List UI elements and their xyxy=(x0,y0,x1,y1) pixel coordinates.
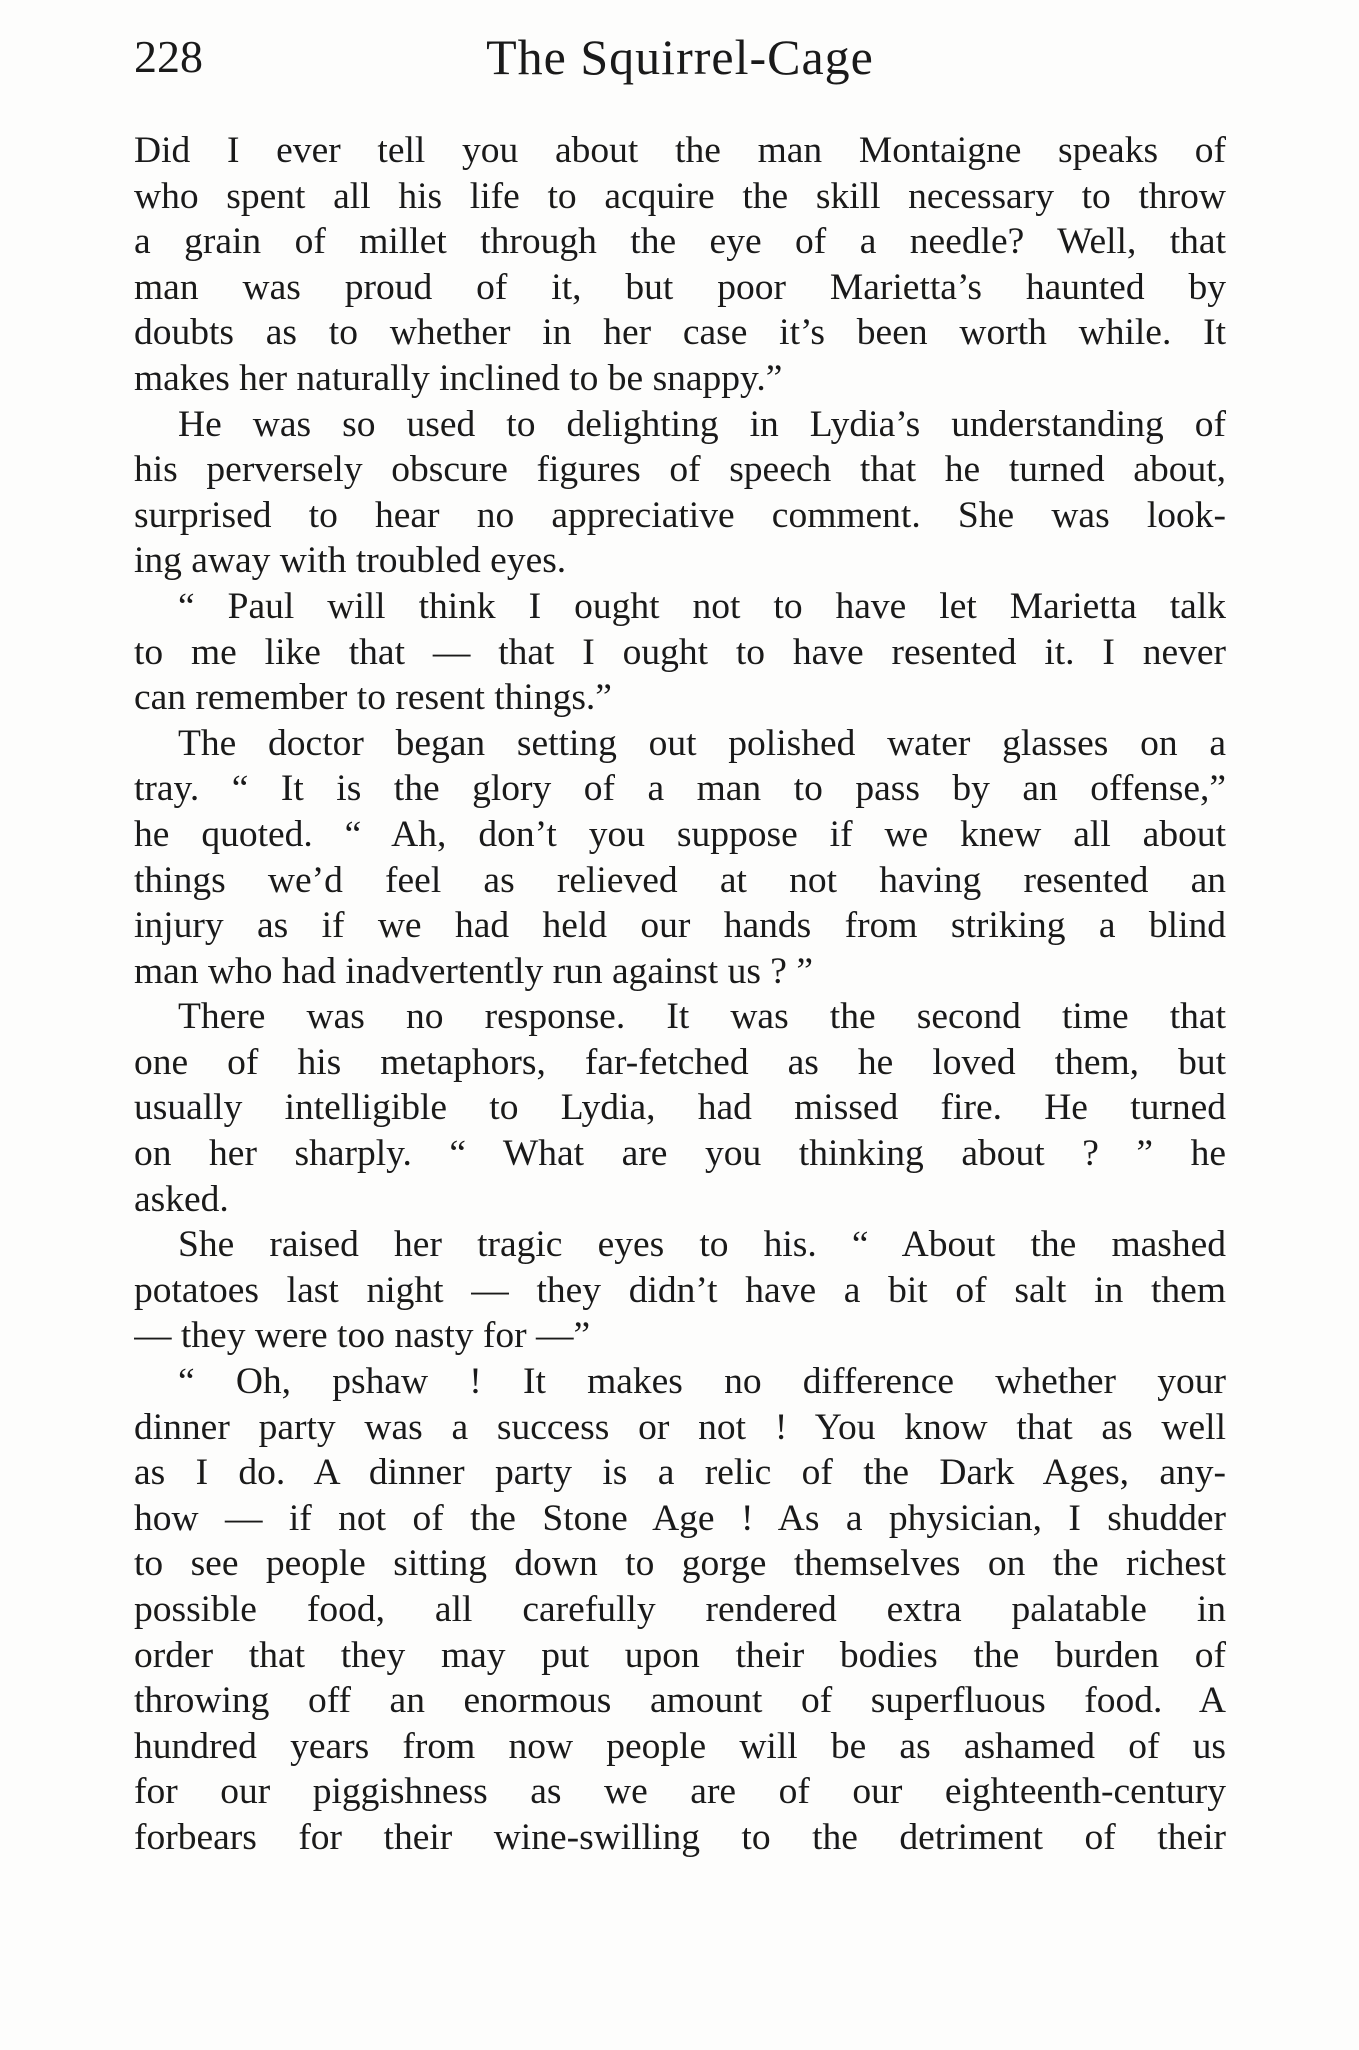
text-line: He was so used to delighting in Lydia’s understanding of xyxy=(178,403,1226,445)
text-line: surprised to hear no appreciative comment. She was look- xyxy=(134,494,1226,536)
text-line: how — if not of the Stone Age ! As a physician, I shudder xyxy=(134,1497,1226,1539)
text-line: to me like that — that I ought to have resented it. I never xyxy=(134,631,1226,673)
text-line: one of his metaphors, far-fetched as he loved them, but xyxy=(134,1041,1226,1083)
text-line: man who had inadvertently run against us ? ” xyxy=(134,950,813,992)
page-number: 228 xyxy=(134,31,203,82)
text-line: She raised her tragic eyes to his. “ About the mashed xyxy=(178,1224,1226,1266)
text-line: “ Paul will think I ought not to have let Marietta talk xyxy=(178,585,1226,627)
text-line: as I do. A dinner party is a relic of the Dark Ages, any- xyxy=(134,1452,1226,1494)
text-line: The doctor began setting out polished water glasses on a xyxy=(178,722,1226,764)
paragraph xyxy=(134,1222,1226,1359)
text-line: asked. xyxy=(134,1178,229,1220)
text-line: There was no response. It was the second time that xyxy=(178,996,1226,1038)
text-line: ing away with troubled eyes. xyxy=(134,540,567,582)
text-line: to see people sitting down to gorge themselves on the richest xyxy=(134,1543,1226,1585)
text-line: makes her naturally inclined to be snappy.” xyxy=(134,357,783,399)
text-line: for our piggishness as we are of our eighteenth-century xyxy=(134,1771,1226,1813)
text-line: injury as if we had held our hands from striking a blind xyxy=(134,905,1226,947)
running-title: The Squirrel-Cage xyxy=(486,29,874,85)
text-line: forbears for their wine-swilling to the detriment of their xyxy=(134,1816,1226,1858)
text-line: dinner party was a success or not ! You know that as well xyxy=(134,1406,1226,1448)
text-line: he quoted. “ Ah, don’t you suppose if we knew all about xyxy=(134,813,1226,855)
text-line: possible food, all carefully rendered extra palatable in xyxy=(134,1589,1226,1630)
text-line: — they were too nasty for —” xyxy=(134,1315,591,1357)
text-line: doubts as to whether in her case it’s been worth while. It xyxy=(134,312,1226,354)
paragraph xyxy=(134,128,1226,402)
text-line: hundred years from now people will be as ashamed of us xyxy=(134,1725,1226,1767)
text-line: tray. “ It is the glory of a man to pass by an offense,” xyxy=(134,768,1226,810)
text-line: potatoes last night — they didn’t have a bit of salt in them xyxy=(134,1269,1226,1311)
text-line: order that they may put upon their bodies the burden of xyxy=(134,1634,1226,1676)
text-line: can remember to resent things.” xyxy=(134,677,612,719)
text-line: a grain of millet through the eye of a needle? Well, that xyxy=(134,221,1226,263)
text-line: Did I ever tell you about the man Montaigne speaks of xyxy=(134,130,1226,171)
text-line: who spent all his life to acquire the skill necessary to throw xyxy=(134,175,1226,217)
text-line: things we’d feel as relieved at not having resented an xyxy=(134,859,1226,901)
page-header xyxy=(134,22,1226,92)
body-text xyxy=(134,128,1226,1861)
paragraph xyxy=(134,721,1226,995)
text-line: his perversely obscure figures of speech that he turned about, xyxy=(134,449,1226,491)
text-line: usually intelligible to Lydia, had missed fire. He turned xyxy=(134,1087,1226,1129)
paragraph xyxy=(134,402,1226,584)
text-line: throwing off an enormous amount of superfluous food. A xyxy=(134,1680,1226,1722)
text-line: man was proud of it, but poor Marietta’s haunted by xyxy=(134,266,1226,308)
text-line: “ Oh, pshaw ! It makes no difference whether your xyxy=(178,1361,1226,1403)
text-line: on her sharply. “ What are you thinking about ? ” he xyxy=(134,1133,1226,1175)
paragraph xyxy=(134,584,1226,721)
paragraph xyxy=(134,1359,1226,1861)
paragraph xyxy=(134,994,1226,1222)
